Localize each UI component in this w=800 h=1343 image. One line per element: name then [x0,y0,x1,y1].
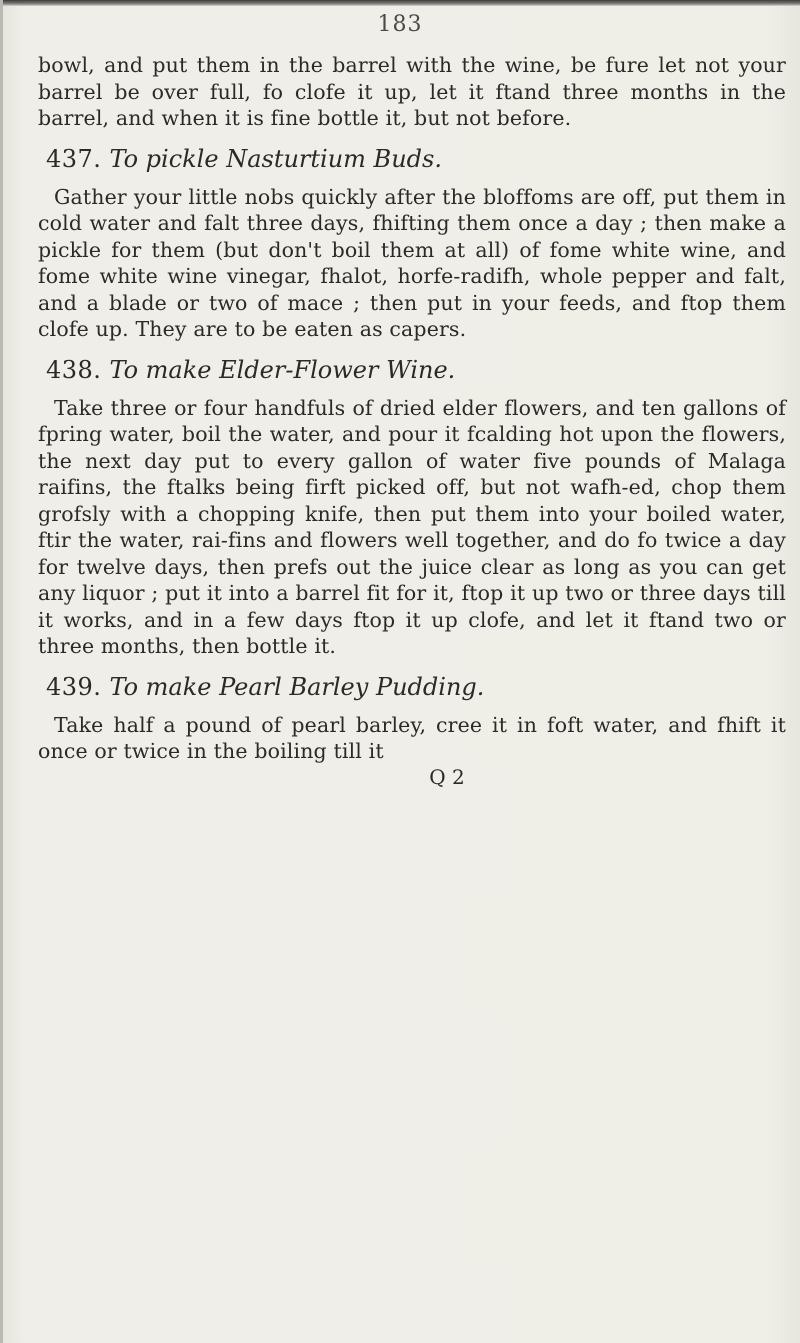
recipe-body-438: Take three or four handfuls of dried elder flowers, and ten gallons of fpring water, boil the water, and pour it fcalding hot upon the flowers, the next day put to every gallon of water five pounds of Malaga raifins, the ftalks being firft picked off, but not wafh-ed, chop them grofsly with a chopping knife, then put them into your boiled water, ftir the water, rai-fins and flowers well together, and do fo twice a day for twelve days, then prefs out the juice clear as long as you can get any liquor ; put it into a barrel fit for it, ftop it up two or three days till it works, and in a few days ftop it up clofe, and let it ftand two or three months, then bottle it. [38,395,786,658]
page-number: 183 [377,12,423,37]
recipe-title: To make Elder-Flower Wine. [109,355,456,384]
recipe-body-439: Take half a pound of pearl barley, cree it in foft water, and fhift it once or twice in the boiling till it [38,712,786,763]
page-content [38,52,786,789]
printer-signature: Q 2 [429,764,465,789]
recipe-heading-438 [46,355,786,385]
recipe-title: To pickle Nasturtium Buds. [109,144,442,173]
recipe-number: 439. [46,672,102,701]
page-top-edge [0,0,800,6]
page-left-edge [0,0,3,1343]
recipe-title: To make Pearl Barley Pudding. [109,672,485,701]
recipe-body-437: Gather your little nobs quickly after the bloffoms are off, put them in cold water and falt three days, fhifting them once a day ; then make a pickle for them (but don't boil them at all) of fome white wine, and fome white wine vinegar, fhalot, horfe-radifh, whole pepper and falt, and a blade or two of mace ; then put in your feeds, and ftop them clofe up. They are to be eaten as capers. [38,184,786,341]
recipe-heading-439 [46,672,786,702]
continuation-paragraph: bowl, and put them in the barrel with the wine, be fure let not your barrel be over full, fo clofe it up, let it ftand three months in the barrel, and when it is fine bottle it, but not before. [38,53,786,130]
recipe-number: 438. [46,355,102,384]
recipe-number: 437. [46,144,102,173]
recipe-heading-437 [46,144,786,174]
